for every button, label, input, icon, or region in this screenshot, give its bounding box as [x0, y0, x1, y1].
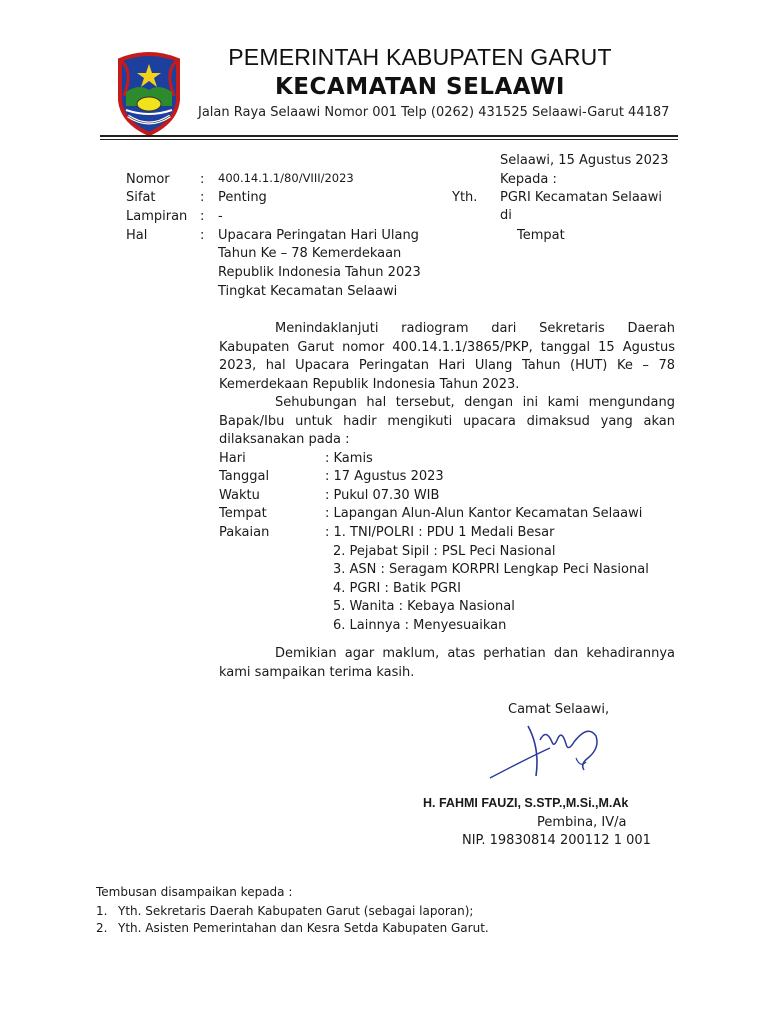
body-paragraph-2 — [219, 394, 675, 450]
signer-title: Camat Selaawi, — [508, 702, 610, 717]
hal-line: Upacara Peringatan Hari Ulang — [218, 228, 419, 243]
sifat-colon: : — [200, 190, 205, 205]
recipient-place: Tempat — [517, 228, 565, 243]
pakaian-item: 4. PGRI : Batik PGRI — [333, 581, 461, 596]
handwritten-signature — [488, 718, 618, 788]
letterhead-divider-thick — [100, 135, 678, 137]
tembusan-item-number: 1. — [96, 904, 108, 918]
pakaian-item: 3. ASN : Seragam KORPRI Lengkap Peci Nasional — [333, 562, 649, 577]
lampiran-label: Lampiran — [126, 209, 188, 224]
sifat-value: Penting — [218, 190, 267, 205]
hal-line: Tingkat Kecamatan Selaawi — [218, 284, 398, 299]
letterhead-office: KECAMATAN SELAAWI — [274, 74, 565, 100]
nomor-label: Nomor — [126, 172, 170, 187]
nomor-value: 400.14.1.1/80/VIII/2023 — [218, 171, 354, 185]
signer-nip: NIP. 19830814 200112 1 001 — [462, 833, 651, 848]
tanggal-label: Tanggal — [219, 469, 270, 484]
pakaian-item: : 1. TNI/POLRI : PDU 1 Medali Besar — [325, 525, 555, 540]
tempat-value: : Lapangan Alun-Alun Kantor Kecamatan Selaawi — [325, 506, 643, 521]
body-paragraph-1 — [219, 320, 675, 394]
letterhead-divider-thin — [100, 139, 678, 140]
letter-date: Selaawi, 15 Agustus 2023 — [500, 153, 669, 168]
signer-rank: Pembina, IV/a — [537, 815, 627, 830]
hal-line: Tahun Ke – 78 Kemerdekaan — [218, 246, 402, 261]
hari-label: Hari — [219, 451, 246, 466]
hal-line: Republik Indonesia Tahun 2023 — [218, 265, 421, 280]
nomor-colon: : — [200, 172, 205, 187]
recipient-name: PGRI Kecamatan Selaawi — [500, 190, 663, 205]
tempat-label: Tempat — [219, 506, 267, 521]
recipient-honorific: Yth. — [452, 190, 478, 205]
tanggal-value: : 17 Agustus 2023 — [325, 469, 444, 484]
body-paragraph-2-text: Sehubungan hal tersebut, dengan ini kami mengundang Bapak/Ibu untuk hadir mengikuti upacara dimaksud yang akan dilaksanakan pada : — [219, 395, 675, 447]
tembusan-item-text: Yth. Asisten Pemerintahan dan Kesra Setda Kabupaten Garut. — [118, 921, 489, 935]
lampiran-colon: : — [200, 209, 205, 224]
sifat-label: Sifat — [126, 190, 156, 205]
hari-value: : Kamis — [325, 451, 373, 466]
recipient-di: di — [500, 208, 512, 223]
body-paragraph-3-text: Demikian agar maklum, atas perhatian dan kehadirannya kami sampaikan terima kasih. — [219, 646, 675, 680]
signer-name: H. FAHMI FAUZI, S.STP.,M.Si.,M.Ak — [423, 796, 629, 810]
body-paragraph-1-text: Menindaklanjuti radiogram dari Sekretaris Daerah Kabupaten Garut nomor 400.14.1.1/3865/PKP, tanggal 15 Agustus 2023, hal Upacara Peringatan Hari Ulang Tahun (HUT) Ke – 78 Kemerdekaan Republik Indonesia Tahun 2023. — [219, 321, 675, 392]
tembusan-item-number: 2. — [96, 921, 108, 935]
lampiran-value: - — [218, 209, 223, 224]
waktu-label: Waktu — [219, 488, 260, 503]
recipient-prefix: Kepada : — [500, 172, 557, 187]
waktu-value: : Pukul 07.30 WIB — [325, 488, 440, 503]
pakaian-item: 2. Pejabat Sipil : PSL Peci Nasional — [333, 544, 556, 559]
letterhead-address: Jalan Raya Selaawi Nomor 001 Telp (0262) 431525 Selaawi-Garut 44187 — [198, 105, 670, 120]
body-paragraph-3 — [219, 645, 675, 682]
letterhead-government: PEMERINTAH KABUPATEN GARUT — [228, 44, 612, 70]
tembusan-heading: Tembusan disampaikan kepada : — [96, 885, 293, 899]
pakaian-item: 6. Lainnya : Menyesuaikan — [333, 618, 507, 633]
pakaian-item: 5. Wanita : Kebaya Nasional — [333, 599, 515, 614]
pakaian-label: Pakaian — [219, 525, 270, 540]
hal-label: Hal — [126, 228, 148, 243]
hal-colon: : — [200, 228, 205, 243]
tembusan-item-text: Yth. Sekretaris Daerah Kabupaten Garut (sebagai laporan); — [118, 904, 474, 918]
